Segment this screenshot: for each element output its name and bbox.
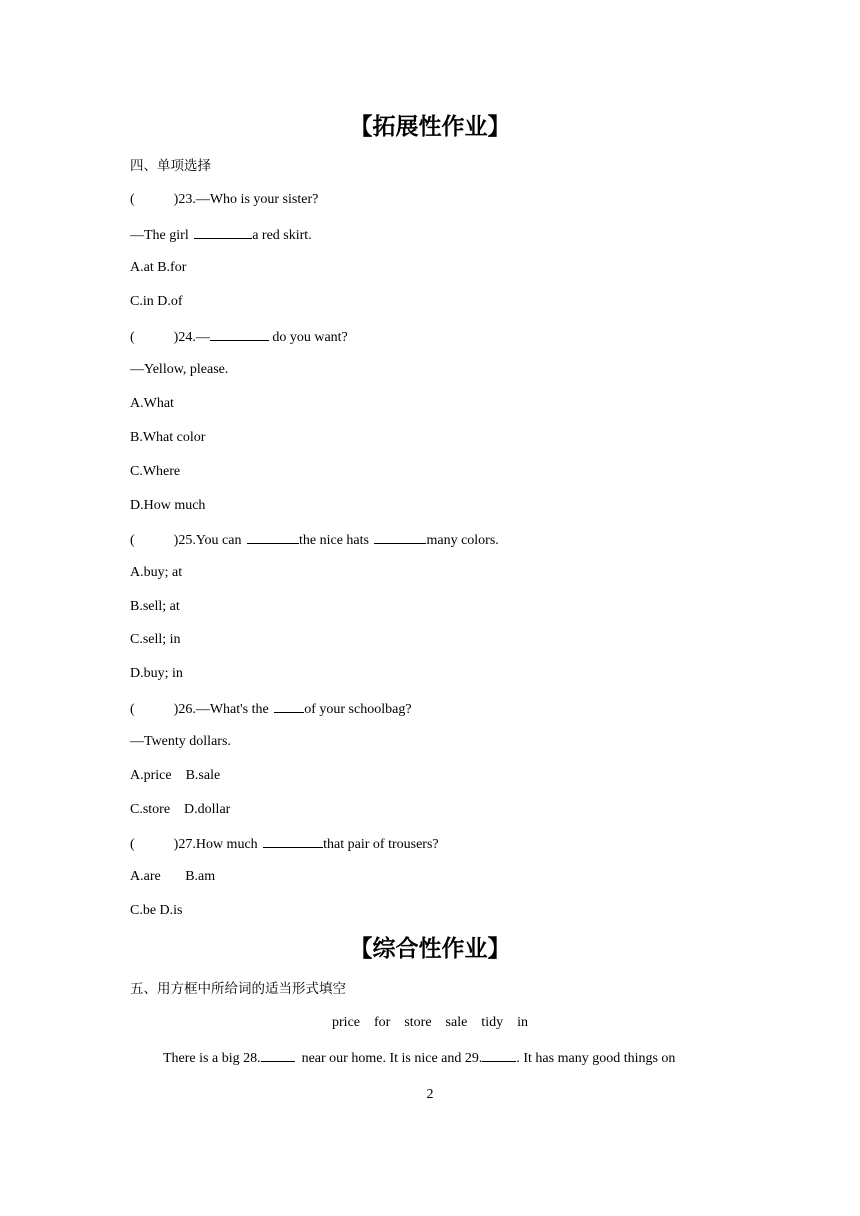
passage-text-a: There is a big 28. — [163, 1051, 261, 1066]
q25-text-a: )25.You can — [173, 533, 245, 548]
q24-option-b: B.What color — [130, 430, 206, 445]
q24-option-c: C.Where — [130, 464, 181, 479]
question-26 — [130, 699, 412, 719]
answer-paren: ( — [130, 330, 135, 345]
q24-text-b: do you want? — [268, 330, 348, 345]
q25-option-d: D.buy; in — [130, 666, 183, 681]
answer-blank — [247, 530, 299, 544]
q27-options-2: C.be D.is — [130, 903, 183, 918]
passage-text-c: . It has many good things on — [516, 1051, 676, 1066]
answer-blank-28 — [261, 1048, 295, 1062]
q27-options-1: A.are B.am — [130, 869, 216, 884]
q24-text-a: )24.— — [173, 330, 210, 345]
answer-blank — [194, 225, 252, 239]
q23-options-1: A.at B.for — [130, 260, 187, 275]
q26-reply: —Twenty dollars. — [130, 734, 231, 749]
q25-text-b: the nice hats — [298, 533, 373, 548]
q23-stem: )23.—Who is your sister? — [173, 192, 319, 207]
q24-option-a: A.What — [130, 396, 174, 411]
question-25 — [130, 530, 499, 550]
part5-title: 五、用方框中所给词的适当形式填空 — [130, 981, 346, 997]
q26-text-a: )26.—What's the — [173, 702, 273, 717]
answer-blank-29 — [482, 1048, 516, 1062]
question-24 — [130, 327, 348, 347]
question-23 — [130, 191, 318, 209]
q24-reply: —Yellow, please. — [130, 362, 229, 377]
q25-option-a: A.buy; at — [130, 565, 183, 580]
answer-paren: ( — [130, 192, 135, 207]
answer-paren: ( — [130, 533, 135, 548]
q26-text-b: of your schoolbag? — [304, 702, 412, 717]
answer-paren: ( — [130, 702, 135, 717]
part4-title: 四、单项选择 — [130, 158, 211, 174]
passage-line-1 — [163, 1048, 675, 1068]
q26-options-1: A.price B.sale — [130, 768, 221, 783]
page-number: 2 — [426, 1087, 434, 1102]
q24-option-d: D.How much — [130, 498, 206, 513]
q23-text-b: a red skirt. — [252, 228, 312, 243]
q26-options-2: C.store D.dollar — [130, 802, 231, 817]
word-box: price for store sale tidy in — [332, 1015, 528, 1030]
passage-text-b: near our home. It is nice and 29. — [294, 1051, 483, 1066]
q23-options-2: C.in D.of — [130, 294, 183, 309]
q25-option-c: C.sell; in — [130, 632, 181, 647]
q23-text-a: —The girl — [130, 228, 193, 243]
q27-text-a: )27.How much — [173, 837, 262, 852]
question-27 — [130, 834, 439, 854]
section-title-extension: 【拓展性作业】 — [349, 114, 511, 140]
question-23-line2 — [130, 225, 312, 245]
q25-option-b: B.sell; at — [130, 599, 180, 614]
answer-blank — [263, 834, 323, 848]
section-title-comprehensive: 【综合性作业】 — [349, 936, 511, 962]
answer-blank — [274, 699, 304, 713]
answer-blank — [210, 327, 269, 341]
q27-text-b: that pair of trousers? — [323, 837, 439, 852]
answer-paren: ( — [130, 837, 135, 852]
q25-text-c: many colors. — [426, 533, 499, 548]
answer-blank — [374, 530, 426, 544]
